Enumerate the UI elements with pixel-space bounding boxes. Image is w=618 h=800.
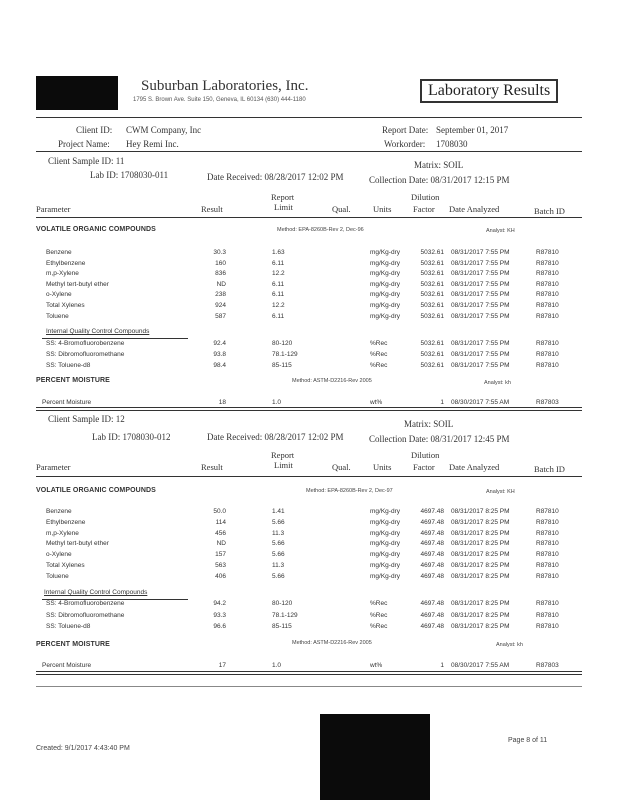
date-analyzed-cell: 08/31/2017 8:25 PM [451, 572, 510, 580]
client-id-value: CWM Company, Inc [126, 125, 202, 135]
units-cell: %Rec [370, 340, 388, 347]
sample-2-labid: Lab ID: 1708030-012 [92, 432, 171, 442]
dilution-cell: 4697.48 [420, 508, 444, 515]
moisture-units-cell: wt% [370, 662, 383, 669]
batch-id-cell: R87810 [536, 340, 559, 347]
units-cell: mg/Kg-dry [370, 270, 400, 278]
col-parameter-b: Parameter [36, 462, 71, 472]
moisture-title-1: PERCENT MOISTURE [36, 377, 110, 384]
sample-1-end-rule [36, 410, 582, 411]
moisture-limit-cell: 1.0 [272, 399, 282, 406]
batch-id-cell: R87810 [536, 302, 559, 309]
moisture-row-rule [36, 671, 582, 672]
limit-cell: 12.2 [272, 270, 285, 278]
dilution-cell: 5032.61 [420, 340, 444, 347]
batch-id-cell: R87810 [536, 600, 559, 607]
workorder-label: Workorder: [384, 139, 426, 149]
col-batch-id: Batch ID [534, 206, 565, 216]
dilution-cell: 5032.61 [420, 302, 444, 309]
batch-id-cell: R87810 [536, 540, 559, 548]
date-analyzed-cell: 08/31/2017 8:25 PM [451, 518, 510, 526]
batch-id-cell: R87810 [536, 518, 559, 526]
result-cell: 93.3 [213, 611, 226, 619]
parameter-cell: Ethylbenzene [46, 259, 86, 267]
batch-id-cell: R87810 [536, 529, 559, 537]
units-cell: mg/Kg-dry [370, 302, 400, 309]
units-cell: mg/Kg-dry [370, 280, 400, 288]
date-analyzed-cell: 08/31/2017 7:55 PM [451, 280, 510, 288]
dilution-cell: 4697.48 [420, 623, 444, 630]
units-cell: %Rec [370, 600, 388, 607]
moisture-limit-cell: 1.0 [272, 662, 282, 669]
result-cell: 93.8 [213, 351, 226, 358]
parameter-cell: m,p-Xylene [46, 529, 79, 537]
limit-cell: 80-120 [272, 600, 293, 607]
units-cell: %Rec [370, 623, 388, 630]
dilution-cell: 5032.61 [420, 312, 444, 320]
moisture-method-1: Method: ASTM-D2216-Rev 2005 [292, 378, 372, 384]
table-1-header-rule [36, 217, 582, 218]
limit-cell: 11.3 [272, 562, 285, 569]
date-analyzed-cell: 08/31/2017 8:25 PM [451, 611, 510, 619]
col-limit-b: Limit [274, 460, 293, 470]
batch-id-cell: R87810 [536, 312, 559, 320]
units-cell: mg/Kg-dry [370, 249, 400, 256]
project-label: Project Name: [58, 139, 110, 149]
voc-title-2: VOLATILE ORGANIC COMPOUNDS [36, 487, 156, 494]
date-analyzed-cell: 08/31/2017 7:55 PM [451, 270, 510, 278]
limit-cell: 85-115 [272, 623, 292, 630]
result-cell: 114 [215, 518, 226, 526]
limit-cell: 6.11 [272, 259, 285, 267]
sample-1-label: Client Sample ID: 11 [48, 156, 125, 166]
dilution-cell: 4697.48 [420, 611, 444, 619]
parameter-cell: o-Xylene [46, 291, 72, 299]
parameter-cell: Ethylbenzene [46, 518, 86, 526]
parameter-cell: o-Xylene [46, 551, 72, 559]
dilution-cell: 5032.61 [420, 259, 444, 267]
col-dilution-1-b: Dilution [411, 450, 440, 460]
units-cell: %Rec [370, 611, 388, 619]
moisture-parameter-cell: Percent Moisture [42, 662, 92, 669]
sample-2-end-rule [36, 674, 582, 675]
result-cell: 563 [215, 562, 226, 569]
limit-cell: 78.1-129 [272, 611, 298, 619]
redacted-logo [36, 76, 118, 110]
moisture-analyst-2: Analyst: kh [496, 642, 523, 648]
limit-cell: 5.66 [272, 551, 285, 559]
parameter-cell: SS: Dibromofluoromethane [46, 351, 125, 358]
parameter-cell: Benzene [46, 249, 72, 256]
units-cell: mg/Kg-dry [370, 529, 400, 537]
parameter-cell: Total Xylenes [46, 302, 85, 309]
date-analyzed-cell: 08/31/2017 8:25 PM [451, 551, 510, 559]
result-cell: 157 [215, 551, 226, 559]
dilution-cell: 4697.48 [420, 551, 444, 559]
redacted-signature [320, 714, 430, 800]
limit-cell: 5.66 [272, 518, 285, 526]
voc-method-2: Method: EPA-8260B-Rev 2, Dec-97 [306, 488, 393, 494]
parameter-cell: SS: Toluene-d8 [46, 362, 91, 369]
col-factor: Factor [413, 204, 435, 214]
created-timestamp: Created: 9/1/2017 4:43:40 PM [36, 745, 130, 752]
batch-id-cell: R87810 [536, 291, 559, 299]
moisture-analyst-1: Analyst: kh [484, 380, 511, 386]
limit-cell: 85-115 [272, 362, 292, 369]
sample-1-date-received: Date Received: 08/28/2017 12:02 PM [207, 172, 344, 182]
result-cell: 456 [215, 529, 226, 537]
limit-cell: 78.1-129 [272, 351, 298, 358]
batch-id-cell: R87810 [536, 280, 559, 288]
moisture-row-rule [36, 407, 582, 408]
limit-cell: 6.11 [272, 280, 285, 288]
result-cell: 94.2 [213, 600, 226, 607]
moisture-dilution-cell: 1 [440, 399, 444, 406]
parameter-cell: m,p-Xylene [46, 270, 79, 278]
limit-cell: 80-120 [272, 340, 293, 347]
moisture-date-analyzed-cell: 08/30/2017 7:55 AM [451, 662, 510, 669]
col-result: Result [201, 204, 223, 214]
dilution-cell: 4697.48 [420, 600, 444, 607]
col-dilution-1: Dilution [411, 192, 440, 202]
date-analyzed-cell: 08/31/2017 7:55 PM [451, 291, 510, 299]
result-cell: 50.0 [213, 508, 226, 515]
col-qual: Qual. [332, 204, 351, 214]
dilution-cell: 5032.61 [420, 270, 444, 278]
parameter-cell: Toluene [46, 572, 69, 580]
sample-2-label: Client Sample ID: 12 [48, 414, 125, 424]
batch-id-cell: R87810 [536, 611, 559, 619]
moisture-result-cell: 17 [218, 662, 226, 669]
moisture-title-2: PERCENT MOISTURE [36, 641, 110, 648]
batch-id-cell: R87810 [536, 270, 559, 278]
result-cell: ND [216, 540, 226, 548]
units-cell: mg/Kg-dry [370, 540, 400, 548]
col-date-analyzed: Date Analyzed [449, 204, 500, 214]
date-analyzed-cell: 08/31/2017 8:25 PM [451, 562, 510, 569]
dilution-cell: 5032.61 [420, 362, 444, 369]
qc-label-2: Internal Quality Control Compounds [44, 589, 148, 596]
units-cell: mg/Kg-dry [370, 551, 400, 559]
voc-title-1: VOLATILE ORGANIC COMPOUNDS [36, 226, 156, 233]
col-batch-id-b: Batch ID [534, 464, 565, 474]
moisture-parameter-cell: Percent Moisture [42, 399, 92, 406]
limit-cell: 6.11 [272, 291, 285, 299]
units-cell: mg/Kg-dry [370, 508, 400, 515]
date-analyzed-cell: 08/31/2017 8:25 PM [451, 508, 510, 515]
table-2-header-rule [36, 476, 582, 477]
sample-2-collection-date: Collection Date: 08/31/2017 12:45 PM [369, 434, 510, 444]
date-analyzed-cell: 08/31/2017 8:25 PM [451, 540, 510, 548]
dilution-cell: 5032.61 [420, 351, 444, 358]
result-cell: ND [216, 280, 226, 288]
moisture-date-analyzed-cell: 08/30/2017 7:55 AM [451, 399, 510, 406]
batch-id-cell: R87810 [536, 623, 559, 630]
parameter-cell: SS: 4-Bromofluorobenzene [46, 600, 125, 607]
client-rule [36, 151, 582, 152]
result-cell: 92.4 [213, 340, 226, 347]
workorder-value: 1708030 [436, 139, 468, 149]
moisture-method-2: Method: ASTM-D2216-Rev 2005 [292, 640, 372, 646]
parameter-cell: Methyl tert-butyl ether [46, 540, 109, 548]
limit-cell: 6.11 [272, 312, 285, 320]
col-qual-b: Qual. [332, 462, 351, 472]
result-cell: 836 [215, 270, 226, 278]
header-rule [36, 117, 582, 118]
date-analyzed-cell: 08/31/2017 7:55 PM [451, 362, 510, 369]
project-value: Hey Remi Inc. [126, 139, 179, 149]
report-date-label: Report Date: [382, 125, 429, 135]
units-cell: %Rec [370, 362, 388, 369]
units-cell: mg/Kg-dry [370, 259, 400, 267]
voc-analyst-1: Analyst: KH [486, 228, 515, 234]
batch-id-cell: R87810 [536, 249, 559, 256]
batch-id-cell: R87810 [536, 351, 559, 358]
col-limit: Limit [274, 202, 293, 212]
batch-id-cell: R87810 [536, 508, 559, 515]
date-analyzed-cell: 08/31/2017 7:55 PM [451, 351, 510, 358]
limit-cell: 1.63 [272, 249, 285, 256]
moisture-dilution-cell: 1 [440, 662, 444, 669]
batch-id-cell: R87810 [536, 572, 559, 580]
dilution-cell: 4697.48 [420, 562, 444, 569]
col-units: Units [373, 204, 392, 214]
limit-cell: 5.66 [272, 540, 285, 548]
qc-rule-1 [42, 338, 188, 339]
batch-id-cell: R87810 [536, 259, 559, 267]
parameter-cell: Methyl tert-butyl ether [46, 280, 109, 288]
date-analyzed-cell: 08/31/2017 7:55 PM [451, 249, 510, 256]
moisture-result-cell: 18 [218, 399, 226, 406]
col-parameter: Parameter [36, 204, 71, 214]
units-cell: mg/Kg-dry [370, 291, 400, 299]
dilution-cell: 5032.61 [420, 291, 444, 299]
col-units-b: Units [373, 462, 392, 472]
parameter-cell: SS: 4-Bromofluorobenzene [46, 340, 125, 347]
units-cell: mg/Kg-dry [370, 518, 400, 526]
sample-1-collection-date: Collection Date: 08/31/2017 12:15 PM [369, 175, 510, 185]
sample-2-matrix: Matrix: SOIL [404, 419, 454, 429]
date-analyzed-cell: 08/31/2017 8:25 PM [451, 623, 510, 630]
result-cell: 924 [215, 302, 226, 309]
col-date-analyzed-b: Date Analyzed [449, 462, 500, 472]
limit-cell: 1.41 [272, 508, 285, 515]
parameter-cell: SS: Toluene-d8 [46, 623, 91, 630]
batch-id-cell: R87810 [536, 562, 559, 569]
result-cell: 406 [215, 572, 226, 580]
limit-cell: 5.66 [272, 572, 285, 580]
date-analyzed-cell: 08/31/2017 7:55 PM [451, 259, 510, 267]
result-cell: 587 [215, 312, 226, 320]
parameter-cell: Total Xylenes [46, 562, 85, 569]
result-cell: 96.6 [213, 623, 226, 630]
client-id-label: Client ID: [76, 125, 113, 135]
dilution-cell: 4697.48 [420, 518, 444, 526]
batch-id-cell: R87810 [536, 362, 559, 369]
limit-cell: 11.3 [272, 529, 285, 537]
sample-2-end-rule-b [36, 686, 582, 687]
parameter-cell: Toluene [46, 312, 69, 320]
dilution-cell: 5032.61 [420, 280, 444, 288]
date-analyzed-cell: 08/31/2017 7:55 PM [451, 312, 510, 320]
limit-cell: 12.2 [272, 302, 285, 309]
result-cell: 30.3 [213, 249, 226, 256]
result-cell: 98.4 [213, 362, 226, 369]
parameter-cell: Benzene [46, 508, 72, 515]
col-factor-b: Factor [413, 462, 435, 472]
sample-1-matrix: Matrix: SOIL [414, 160, 464, 170]
units-cell: mg/Kg-dry [370, 572, 400, 580]
results-title: Laboratory Results [420, 79, 558, 103]
col-report-1-b: Report [271, 450, 295, 460]
col-report-1: Report [271, 192, 295, 202]
batch-id-cell: R87810 [536, 551, 559, 559]
col-result-b: Result [201, 462, 223, 472]
voc-analyst-2: Analyst: KH [486, 489, 515, 495]
units-cell: mg/Kg-dry [370, 312, 400, 320]
date-analyzed-cell: 08/31/2017 8:25 PM [451, 529, 510, 537]
moisture-units-cell: wt% [370, 399, 383, 406]
page-number: Page 8 of 11 [508, 737, 548, 744]
lab-address: 1795 S. Brown Ave. Suite 150, Geneva, IL 60134 (630) 444-1180 [133, 97, 306, 103]
report-date-value: September 01, 2017 [436, 125, 509, 135]
date-analyzed-cell: 08/31/2017 7:55 PM [451, 302, 510, 309]
sample-1-labid: Lab ID: 1708030-011 [90, 170, 169, 180]
dilution-cell: 4697.48 [420, 529, 444, 537]
lab-name: Suburban Laboratories, Inc. [141, 78, 309, 94]
date-analyzed-cell: 08/31/2017 7:55 PM [451, 340, 510, 347]
dilution-cell: 4697.48 [420, 540, 444, 548]
parameter-cell: SS: Dibromofluoromethane [46, 611, 125, 619]
moisture-batch-id-cell: R87803 [536, 662, 559, 669]
sample-2-date-received: Date Received: 08/28/2017 12:02 PM [207, 432, 344, 442]
units-cell: %Rec [370, 351, 388, 358]
voc-method-1: Method: EPA-8260B-Rev 2, Dec-96 [277, 227, 364, 233]
date-analyzed-cell: 08/31/2017 8:25 PM [451, 600, 510, 607]
units-cell: mg/Kg-dry [370, 562, 400, 569]
result-cell: 160 [215, 259, 226, 267]
dilution-cell: 4697.48 [420, 572, 444, 580]
qc-label-1: Internal Quality Control Compounds [46, 328, 150, 335]
moisture-batch-id-cell: R87803 [536, 399, 559, 406]
dilution-cell: 5032.61 [420, 249, 444, 256]
result-cell: 238 [215, 291, 226, 299]
